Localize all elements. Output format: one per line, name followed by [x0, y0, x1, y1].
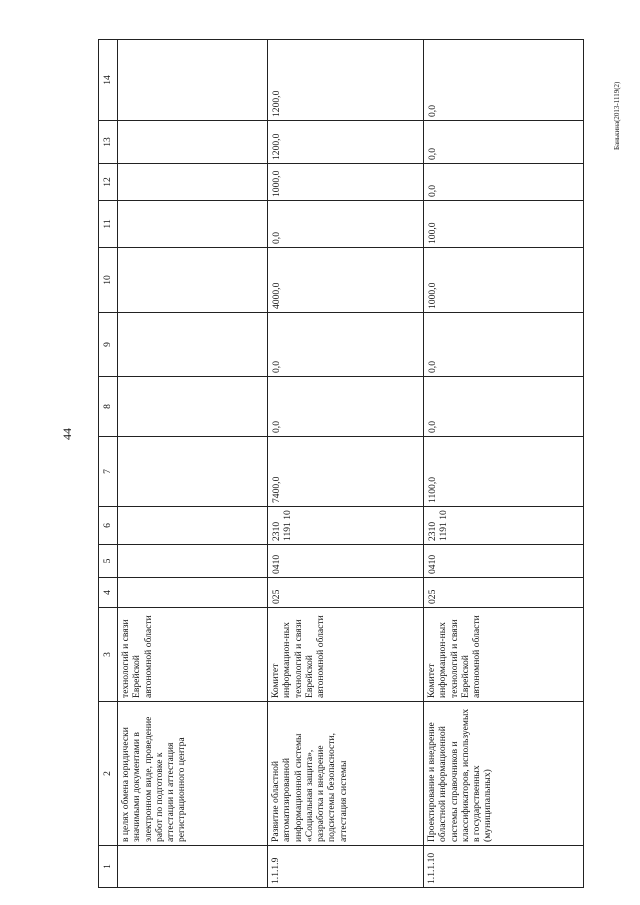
cell-c12: 0,0: [424, 164, 584, 201]
col-header-6: 6: [99, 507, 118, 545]
cell-c8: 0,0: [424, 377, 584, 437]
cell-c11: [118, 201, 268, 248]
cell-executor: Комитет информацион-ных технологий и связи Еврейской автономной области: [268, 608, 424, 702]
table-row: [268, 40, 424, 888]
budget-table-rotated: [98, 40, 610, 888]
cell-c13: [118, 121, 268, 164]
cell-c14: 0,0: [424, 40, 584, 121]
cell-c12: [118, 164, 268, 201]
col-header-10: 10: [99, 248, 118, 313]
document-footer-code: Банькина(2013-1119(2): [613, 81, 621, 150]
cell-number: 1.1.1.10: [424, 846, 584, 888]
cell-executor: технологий и связи Еврейской автономной области: [118, 608, 268, 702]
cell-c8: 0,0: [268, 377, 424, 437]
cell-c4: 025: [268, 578, 424, 608]
cell-c13: 0,0: [424, 121, 584, 164]
cell-executor: Комитет информацион-ных технологий и связи Еврейской автономной области: [424, 608, 584, 702]
col-header-12: 12: [99, 164, 118, 201]
cell-c14: 1200,0: [268, 40, 424, 121]
budget-table: [98, 39, 584, 888]
col-header-3: 3: [99, 608, 118, 702]
cell-c5: [118, 545, 268, 578]
cell-c7: 7400,0: [268, 437, 424, 507]
cell-c4: [118, 578, 268, 608]
col-header-9: 9: [99, 313, 118, 377]
cell-number: 1.1.1.9: [268, 846, 424, 888]
cell-c10: 1000,0: [424, 248, 584, 313]
cell-c13: 1200,0: [268, 121, 424, 164]
col-header-8: 8: [99, 377, 118, 437]
table-row: [424, 40, 584, 888]
cell-c11: 0,0: [268, 201, 424, 248]
cell-c10: 4000,0: [268, 248, 424, 313]
cell-description: Развитие областной автоматизированной информационной системы «Социальная защита», разработка и внедрение подсистемы безопасности, аттестация системы: [268, 702, 424, 846]
cell-c9: 0,0: [424, 313, 584, 377]
cell-c7: [118, 437, 268, 507]
col-header-13: 13: [99, 121, 118, 164]
col-header-2: 2: [99, 702, 118, 846]
cell-c12: 1000,0: [268, 164, 424, 201]
cell-c14: [118, 40, 268, 121]
cell-c8: [118, 377, 268, 437]
col-header-5: 5: [99, 545, 118, 578]
cell-c5: 0410: [268, 545, 424, 578]
col-header-1: 1: [99, 846, 118, 888]
header-row: [99, 40, 118, 888]
page-number: 44: [60, 428, 74, 440]
cell-c9: [118, 313, 268, 377]
cell-c10: [118, 248, 268, 313]
cell-number: [118, 846, 268, 888]
cell-description: в целях обмена юридически значимыми документами в электронном виде, проведение работ по подготовке к аттестации и аттестация регистрационного центра: [118, 702, 268, 846]
col-header-7: 7: [99, 437, 118, 507]
table-row: [118, 40, 268, 888]
col-header-4: 4: [99, 578, 118, 608]
cell-c5: 0410: [424, 545, 584, 578]
cell-c6: 2310 1191 10: [268, 507, 424, 545]
cell-c9: 0,0: [268, 313, 424, 377]
cell-c4: 025: [424, 578, 584, 608]
col-header-11: 11: [99, 201, 118, 248]
cell-c6: [118, 507, 268, 545]
col-header-14: 14: [99, 40, 118, 121]
cell-description: Проектирование и внедрение областной информационной системы справочников и классификаторов, используемых в государственных (муниципальных): [424, 702, 584, 846]
cell-c6: 2310 1191 10: [424, 507, 584, 545]
cell-c7: 1100,0: [424, 437, 584, 507]
cell-c11: 100,0: [424, 201, 584, 248]
